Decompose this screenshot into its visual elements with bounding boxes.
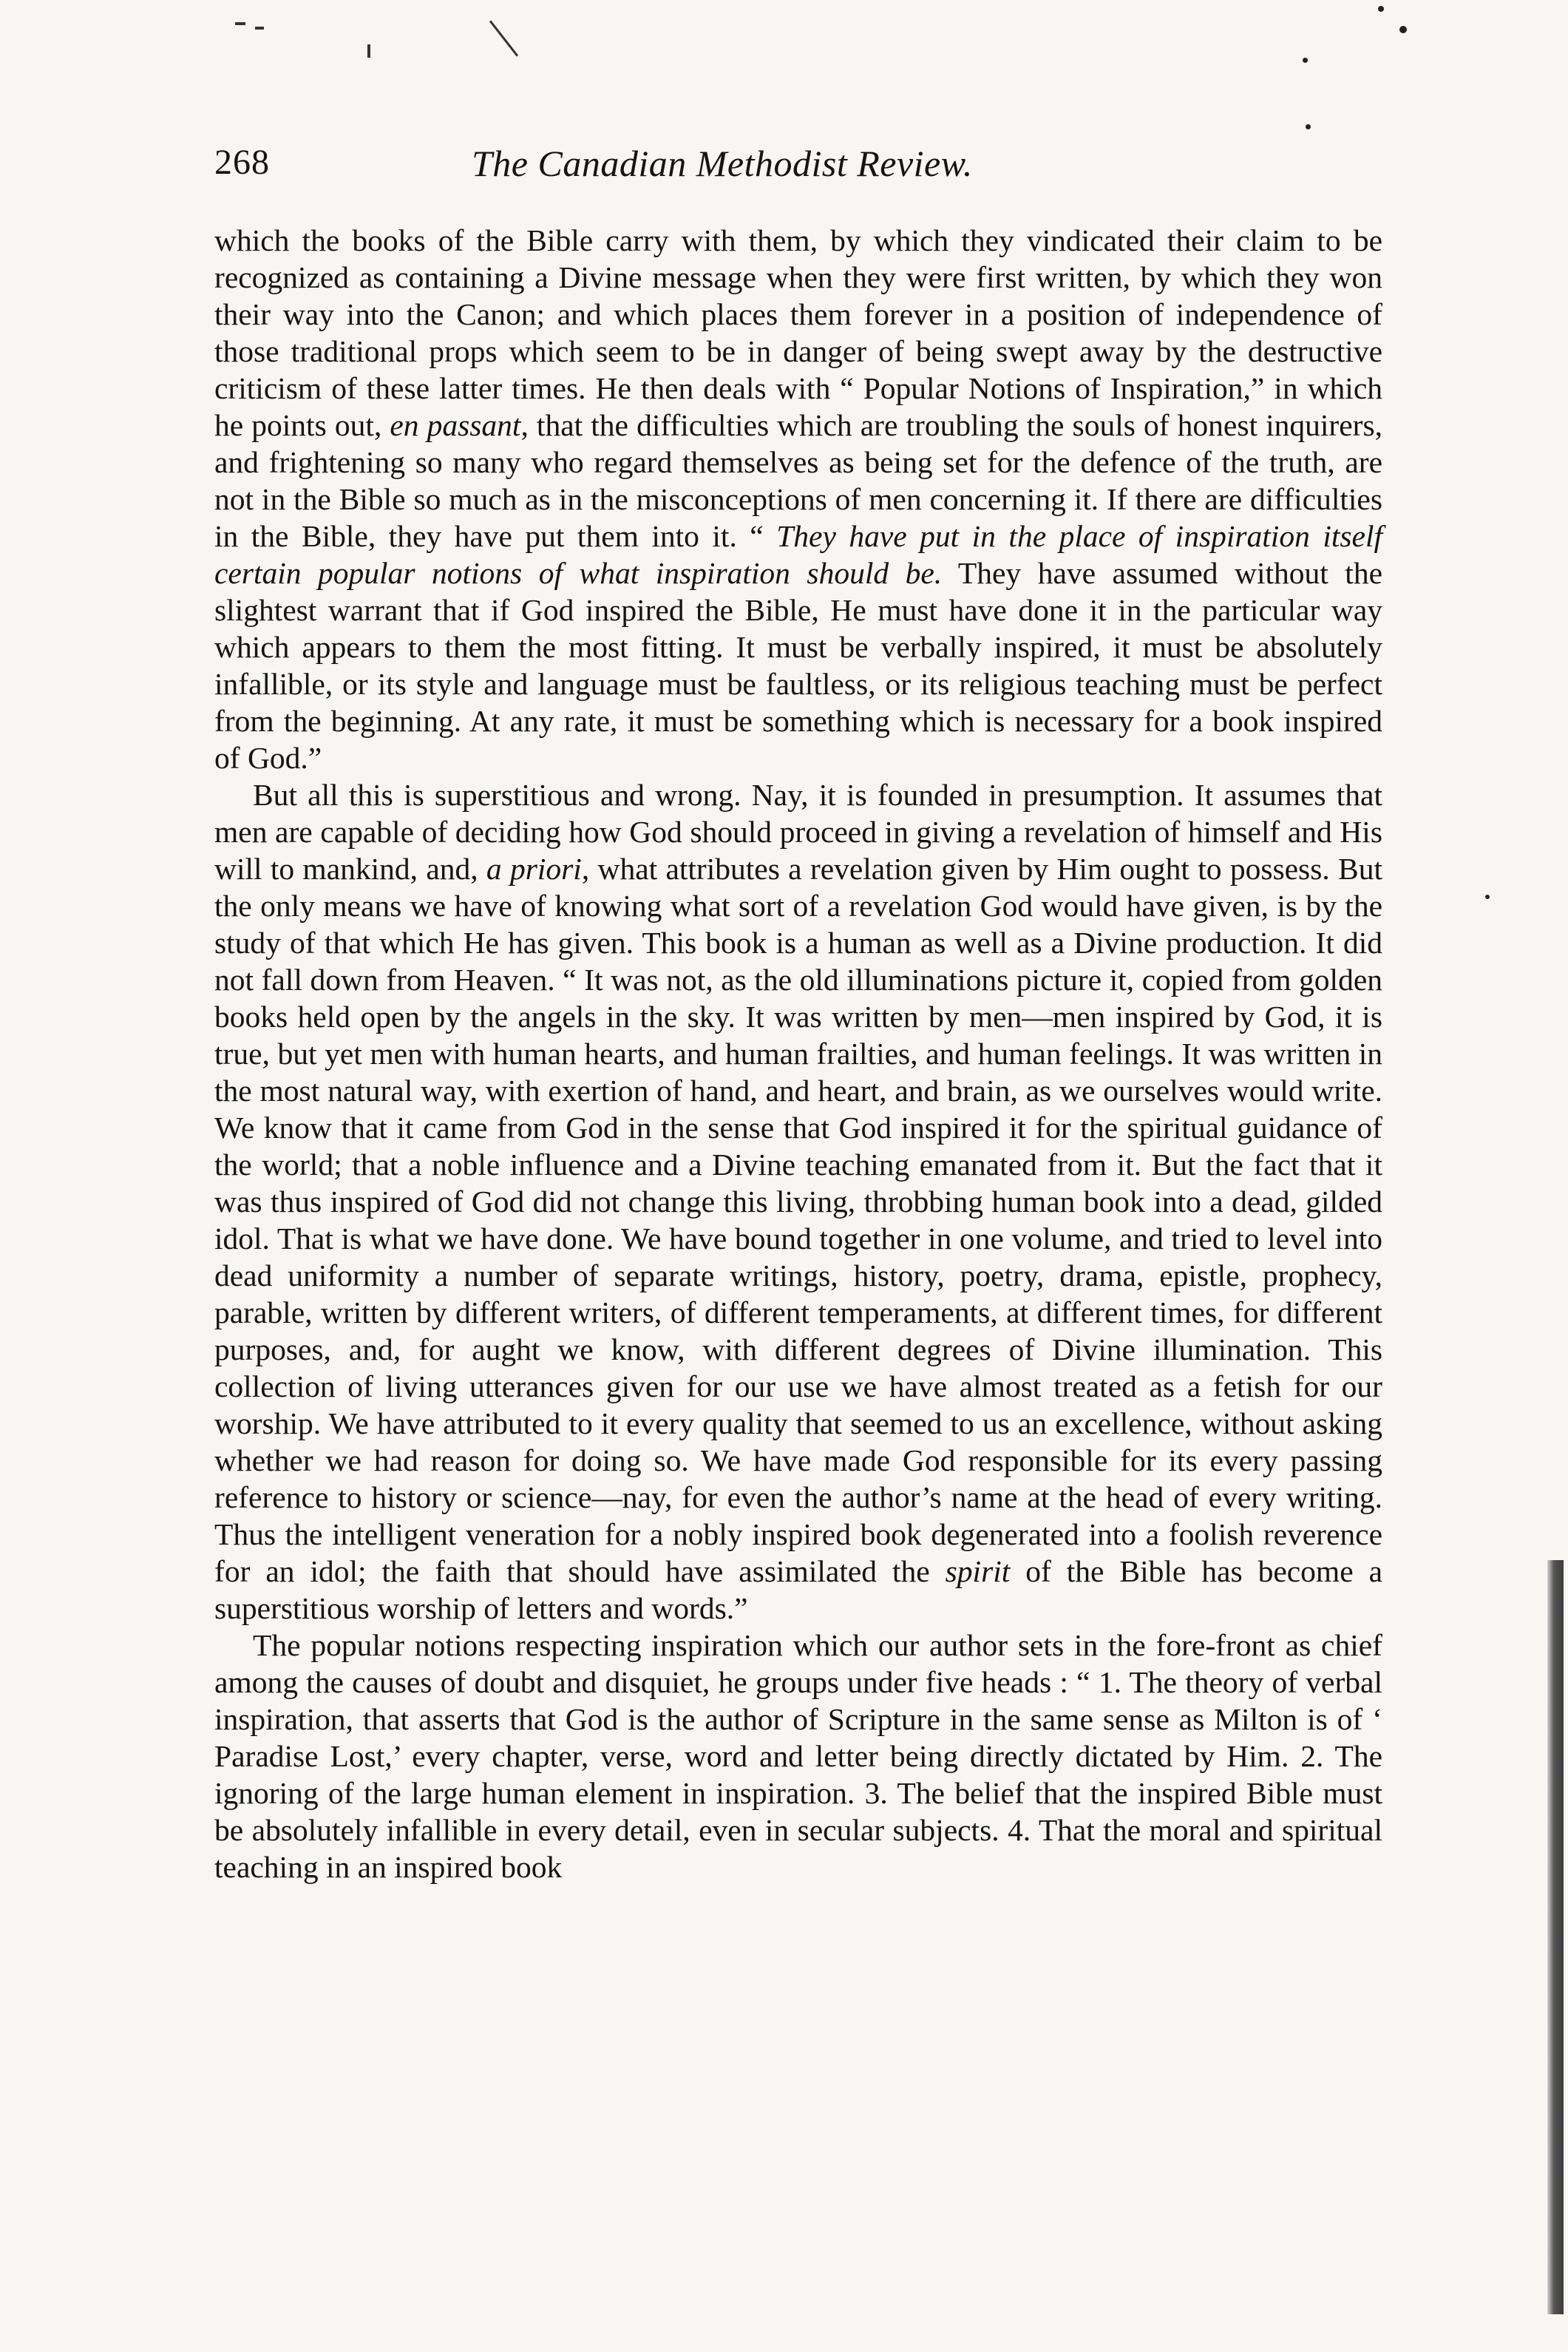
running-title: The Canadian Methodist Review. [472,143,973,184]
scan-artifact-speck [1378,6,1384,12]
text-run: They have assumed without the slightest warrant that if God inspired the Bible, He must have done it in the particular way which appears to them the most fitting. It must be verbally inspired, it must be absolutely infallible, or its style and language must be faultless, or its religious teaching must be perfect from the beginning. At any rate, it must be something which is necessary for a book inspired of God.” [214,556,1382,775]
scan-artifact-speck [1399,26,1407,33]
text-run: which the books of the Bible carry with them, by which they vindicated their claim to be recognized as containing a Divine message when they were first written, by which they won their way into the Canon; and which places them forever in a position of independence of those traditional props which seem to be in danger of being swept away by the destructive criticism of these latter times. He then deals with “ Popular Notions of Inspiration,” in which he points out, [214,223,1382,442]
scan-artifact-stroke [489,20,518,56]
text-run: But all this is superstitious and wrong. Nay, it is founded in presumption. It assumes that men are capable of deciding how God should proceed in giving a revelation of himself and His will to mankind, and, [214,778,1382,886]
body-text [214,222,1382,1885]
italic-text: a priori [486,852,582,886]
page-number: 268 [214,143,270,182]
text-run: , that the difficulties which are troubling the souls of honest inquirers, and frightening so many who regard themselves as being set for the defence of the truth, are not in the Bible so much as in the misconceptions of men concerning it. If there are difficulties in the Bible, they have put them into it. “ [214,408,1382,553]
italic-text: en passant [390,408,521,442]
text-run: of the Bible has become a superstitious worship of letters and words.” [214,1554,1382,1625]
scan-artifact-speck [1306,124,1311,129]
italic-text: They have put in the place of inspiration itself certain popular notions of what inspiration should be. [214,519,1383,590]
scan-artifact-dash [255,27,264,30]
scan-artifact-dash [235,22,245,25]
paragraph [214,776,1382,1627]
page-header [214,142,1382,194]
text-run: , what attributes a revelation given by Him ought to possess. But the only means we have of knowing what sort of a revelation God would have given, is by the study of that which He has given. This book is a human as well as a Divine production. It did not fall down from Heaven. “ It was not, as the old illuminations picture it, copied from golden books held open by the angels in the sky. It was written by men—men inspired by God, it is true, but yet men with human hearts, and human frailties, and human feelings. It was written in the most natural way, with exertion of hand, and heart, and brain, as we ourselves would write. We know that it came from God in the sense that God inspired it for the spiritual guidance of the world; that a noble influence and a Divine teaching emanated from it. But the fact that it was thus inspired of God did not change this living, throbbing human book into a dead, gilded idol. That is what we have done. We have bound together in one volume, and tried to level into dead uniformity a number of separate writings, history, poetry, drama, epistle, prophecy, parable, written by different writers, of different temperaments, at different times, for different purposes, and, for aught we know, with different degrees of Divine illumination. This collection of living utterances given for our use we have almost treated as a fetish for our worship. We have attributed to it every quality that seemed to us an excellence, without asking whether we had reason for doing so. We have made God responsible for its every passing reference to history or science—nay, for even the author’s name at the head of every writing. Thus the intelligent veneration for a nobly inspired book degenerated into a foolish reverence for an idol; the faith that should have assimilated the [214,852,1382,1588]
scan-artifact-speck [1485,895,1490,899]
paragraph [214,222,1382,776]
scan-artifact-tick [367,44,370,58]
scan-artifact-speck [1303,58,1308,63]
page-edge-shadow [1547,1560,1564,2314]
paragraph [214,1627,1382,1885]
italic-text: spirit [945,1554,1011,1588]
text-run: The popular notions respecting inspiration which our author sets in the fore-front as chief among the causes of doubt and disquiet, he groups under five heads : “ 1. The theory of verbal inspiration, that asserts that God is the author of Scripture in the same sense as Milton is of ‘ Paradise Lost,’ every chapter, verse, word and letter being directly dictated by Him. 2. The ignoring of the large human element in inspiration. 3. The belief that the inspired Bible must be absolutely infallible in every detail, even in secular subjects. 4. That the moral and spiritual teaching in an inspired book [214,1628,1382,1884]
